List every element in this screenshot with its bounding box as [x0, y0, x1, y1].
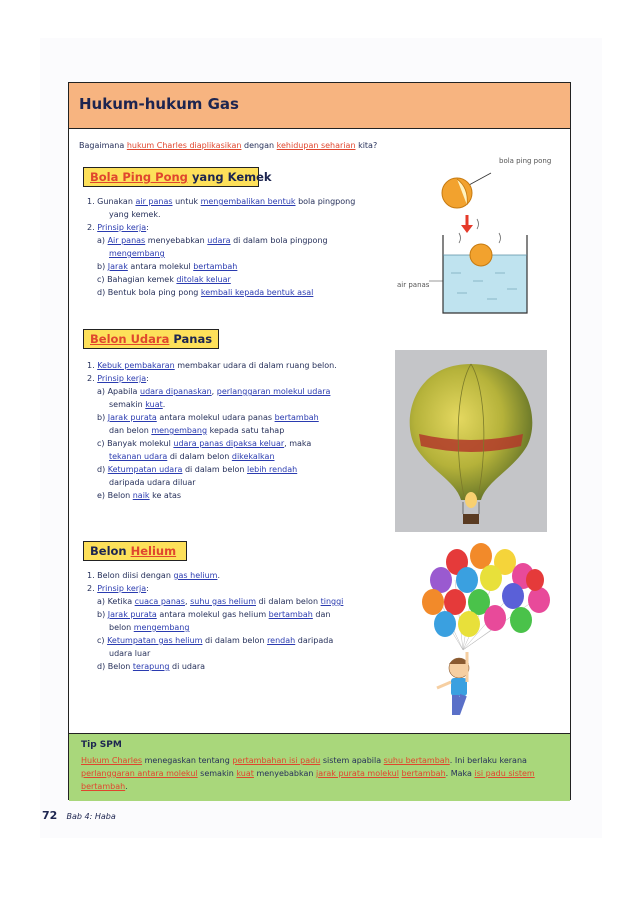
t: b) — [97, 610, 106, 619]
u: air panas — [135, 197, 173, 206]
t: di dalam belon — [184, 465, 245, 474]
u: lebih rendah — [246, 465, 298, 474]
chapter-label: Bab 4: Haba — [66, 812, 116, 821]
list-item: 2. Prinsip kerja: — [87, 584, 149, 593]
t: 1. Gunakan — [87, 197, 133, 206]
list-item — [79, 247, 409, 260]
section-title-pingpong — [83, 167, 272, 187]
arrow-head-icon — [461, 225, 473, 233]
page-number: 72 — [42, 809, 58, 822]
u: ditolak keluar — [176, 275, 231, 284]
t: . Ini — [449, 756, 465, 765]
t: antara molekul gas helium — [159, 610, 267, 619]
page-title: Hukum-hukum Gas — [79, 95, 239, 113]
t: c) Banyak molekul — [97, 439, 171, 448]
t: udara luar — [109, 649, 151, 658]
hot-air-balloon-photo — [395, 350, 547, 532]
title-highlight: Helium — [130, 544, 177, 558]
list-item — [79, 595, 399, 608]
t: daripada — [297, 636, 334, 645]
t: , — [184, 597, 188, 606]
list-item — [79, 608, 399, 621]
t: 1. Belon diisi dengan — [87, 571, 171, 580]
intro-question — [79, 141, 377, 150]
u: mengembang — [151, 426, 208, 435]
u: bertambah — [193, 262, 238, 271]
list-item — [79, 273, 409, 286]
q-text: kita? — [358, 141, 378, 150]
u: Kebuk pembakaran — [97, 361, 175, 370]
t: . — [125, 782, 128, 791]
list-item — [79, 660, 399, 673]
u: Hukum Charles — [81, 756, 143, 765]
t: a) Ketika — [97, 597, 133, 606]
hot-air-balloon-icon — [395, 350, 547, 532]
u: terapung — [132, 662, 170, 671]
u: gas helium — [173, 571, 218, 580]
pointer-line — [469, 173, 491, 185]
t: 1. — [87, 361, 95, 370]
t: belon — [109, 623, 132, 632]
t: b) — [97, 262, 106, 271]
t: d) Bentuk bola ping pong — [97, 288, 199, 297]
u: udara — [207, 236, 231, 245]
list-item: semakin kuat. — [109, 400, 166, 409]
t: berlaku kerana — [467, 756, 527, 765]
q-underline: hukum Charles diaplikasikan — [126, 141, 242, 150]
t: a) Apabila — [97, 387, 138, 396]
t: semakin — [109, 400, 143, 409]
helium-balloons-illustration — [415, 540, 565, 740]
t: c) — [97, 636, 105, 645]
u: Jarak — [107, 262, 128, 271]
t: membakar udara di dalam ruang belon. — [177, 361, 337, 370]
u: Prinsip kerja — [97, 584, 147, 593]
round-ball-icon — [470, 244, 492, 266]
u: mengembang — [109, 249, 165, 258]
section-title-helium-balloon — [83, 541, 187, 561]
tip-body — [81, 754, 561, 793]
list-item — [79, 424, 399, 437]
header-bar — [69, 83, 570, 129]
t: dan belon — [109, 426, 149, 435]
t: semakin — [200, 769, 234, 778]
t: , maka — [284, 439, 312, 448]
boy-icon — [437, 652, 469, 715]
list-item — [79, 195, 409, 208]
list-item: 1. Belon diisi dengan gas helium. — [87, 571, 220, 580]
u: Air panas — [107, 236, 146, 245]
t: e) Belon — [97, 491, 131, 500]
list-item — [79, 489, 399, 502]
t: antara molekul udara panas — [159, 413, 273, 422]
pingpong-list — [79, 195, 409, 299]
hot-air-list — [79, 359, 399, 502]
t: yang kemek. — [109, 210, 161, 219]
balloon-cluster-icon — [422, 543, 550, 637]
list-item — [79, 208, 409, 221]
list-item — [79, 647, 399, 660]
u: Prinsip kerja — [97, 223, 147, 232]
list-item — [79, 411, 399, 424]
t: menyebabkan — [256, 769, 314, 778]
steam-icon — [459, 219, 501, 243]
u: tekanan udara — [109, 452, 168, 461]
list-item — [79, 234, 409, 247]
title-highlight: Belon Udara — [90, 332, 170, 346]
list-item — [79, 476, 399, 489]
u: perlanggaran molekul udara — [216, 387, 331, 396]
t: sistem apabila — [322, 756, 382, 765]
list-item — [79, 621, 399, 634]
u: bertambah — [268, 610, 313, 619]
u: Ketumpatan udara — [107, 465, 183, 474]
t: , — [211, 387, 215, 396]
u: Jarak purata — [107, 413, 157, 422]
list-item: 2. Prinsip kerja: — [87, 223, 149, 232]
u: dikekalkan — [231, 452, 275, 461]
t: . Maka — [445, 769, 472, 778]
t: menegaskan tentang — [144, 756, 230, 765]
t: dan — [315, 610, 331, 619]
helium-list — [79, 569, 399, 673]
title-rest: yang Kemek — [191, 170, 272, 184]
t: di dalam belon — [258, 597, 319, 606]
u: naik — [132, 491, 150, 500]
u: rendah — [267, 636, 296, 645]
pingpong-diagram — [429, 163, 549, 331]
tip-title: Tip SPM — [81, 740, 122, 750]
q-text: Bagaimana — [79, 141, 125, 150]
u: mengembalikan bentuk — [200, 197, 296, 206]
list-item — [79, 634, 399, 647]
title-rest: Belon — [90, 544, 127, 558]
t: 2. — [87, 223, 95, 232]
t: daripada udara diluar — [109, 478, 196, 487]
u: bertambah — [274, 413, 319, 422]
t: d) Belon — [97, 662, 131, 671]
u: Prinsip kerja — [97, 374, 147, 383]
list-item — [79, 260, 409, 273]
t: di dalam belon — [169, 452, 230, 461]
u: kuat — [236, 769, 254, 778]
u: kembali kepada bentuk asal — [200, 288, 314, 297]
u: isi padu sistem bertambah — [81, 769, 535, 791]
page-footer — [42, 809, 116, 822]
t: 2. — [87, 374, 95, 383]
t: a) — [97, 236, 106, 245]
caption-water: air panas — [397, 281, 430, 289]
u: suhu bertambah — [383, 756, 450, 765]
t: bola pingpong — [298, 197, 356, 206]
list-item — [79, 385, 399, 398]
u: perlanggaran antara molekul — [81, 769, 198, 778]
t: menyebabkan — [147, 236, 205, 245]
u: suhu gas helium — [190, 597, 256, 606]
t: c) Bahagian kemek — [97, 275, 174, 284]
t: d) — [97, 465, 106, 474]
u: udara panas dipaksa keluar — [173, 439, 285, 448]
u: jarak purata molekul — [315, 769, 399, 778]
section-title-hot-air-balloon — [83, 329, 219, 349]
u: mengembang — [133, 623, 190, 632]
t: antara molekul — [130, 262, 191, 271]
title-highlight: Bola Ping Pong — [90, 170, 188, 184]
list-item — [79, 463, 399, 476]
t: kepada satu tahap — [209, 426, 285, 435]
list-item — [79, 437, 399, 450]
u: udara dipanaskan — [140, 387, 212, 396]
t: untuk — [175, 197, 199, 206]
list-item — [79, 359, 399, 372]
q-text: dengan — [243, 141, 275, 150]
list-item: 2. Prinsip kerja: — [87, 374, 149, 383]
u: Ketumpatan gas helium — [107, 636, 203, 645]
list-item — [79, 450, 399, 463]
t: ke atas — [152, 491, 182, 500]
t: di udara — [171, 662, 206, 671]
q-underline: kehidupan seharian — [276, 141, 356, 150]
t: 2. — [87, 584, 95, 593]
caption-pingpong: bola ping pong — [499, 157, 552, 165]
u: tinggi — [320, 597, 344, 606]
u: bertambah — [401, 769, 446, 778]
title-rest: Panas — [173, 332, 213, 346]
tip-box — [69, 733, 570, 801]
t: b) — [97, 413, 106, 422]
u: kuat — [145, 400, 163, 409]
u: Jarak purata — [107, 610, 157, 619]
u: cuaca panas — [134, 597, 185, 606]
t: di dalam belon — [205, 636, 265, 645]
list-item — [79, 286, 409, 299]
u: pertambahan isi padu — [232, 756, 321, 765]
t: di dalam bola pingpong — [233, 236, 328, 245]
